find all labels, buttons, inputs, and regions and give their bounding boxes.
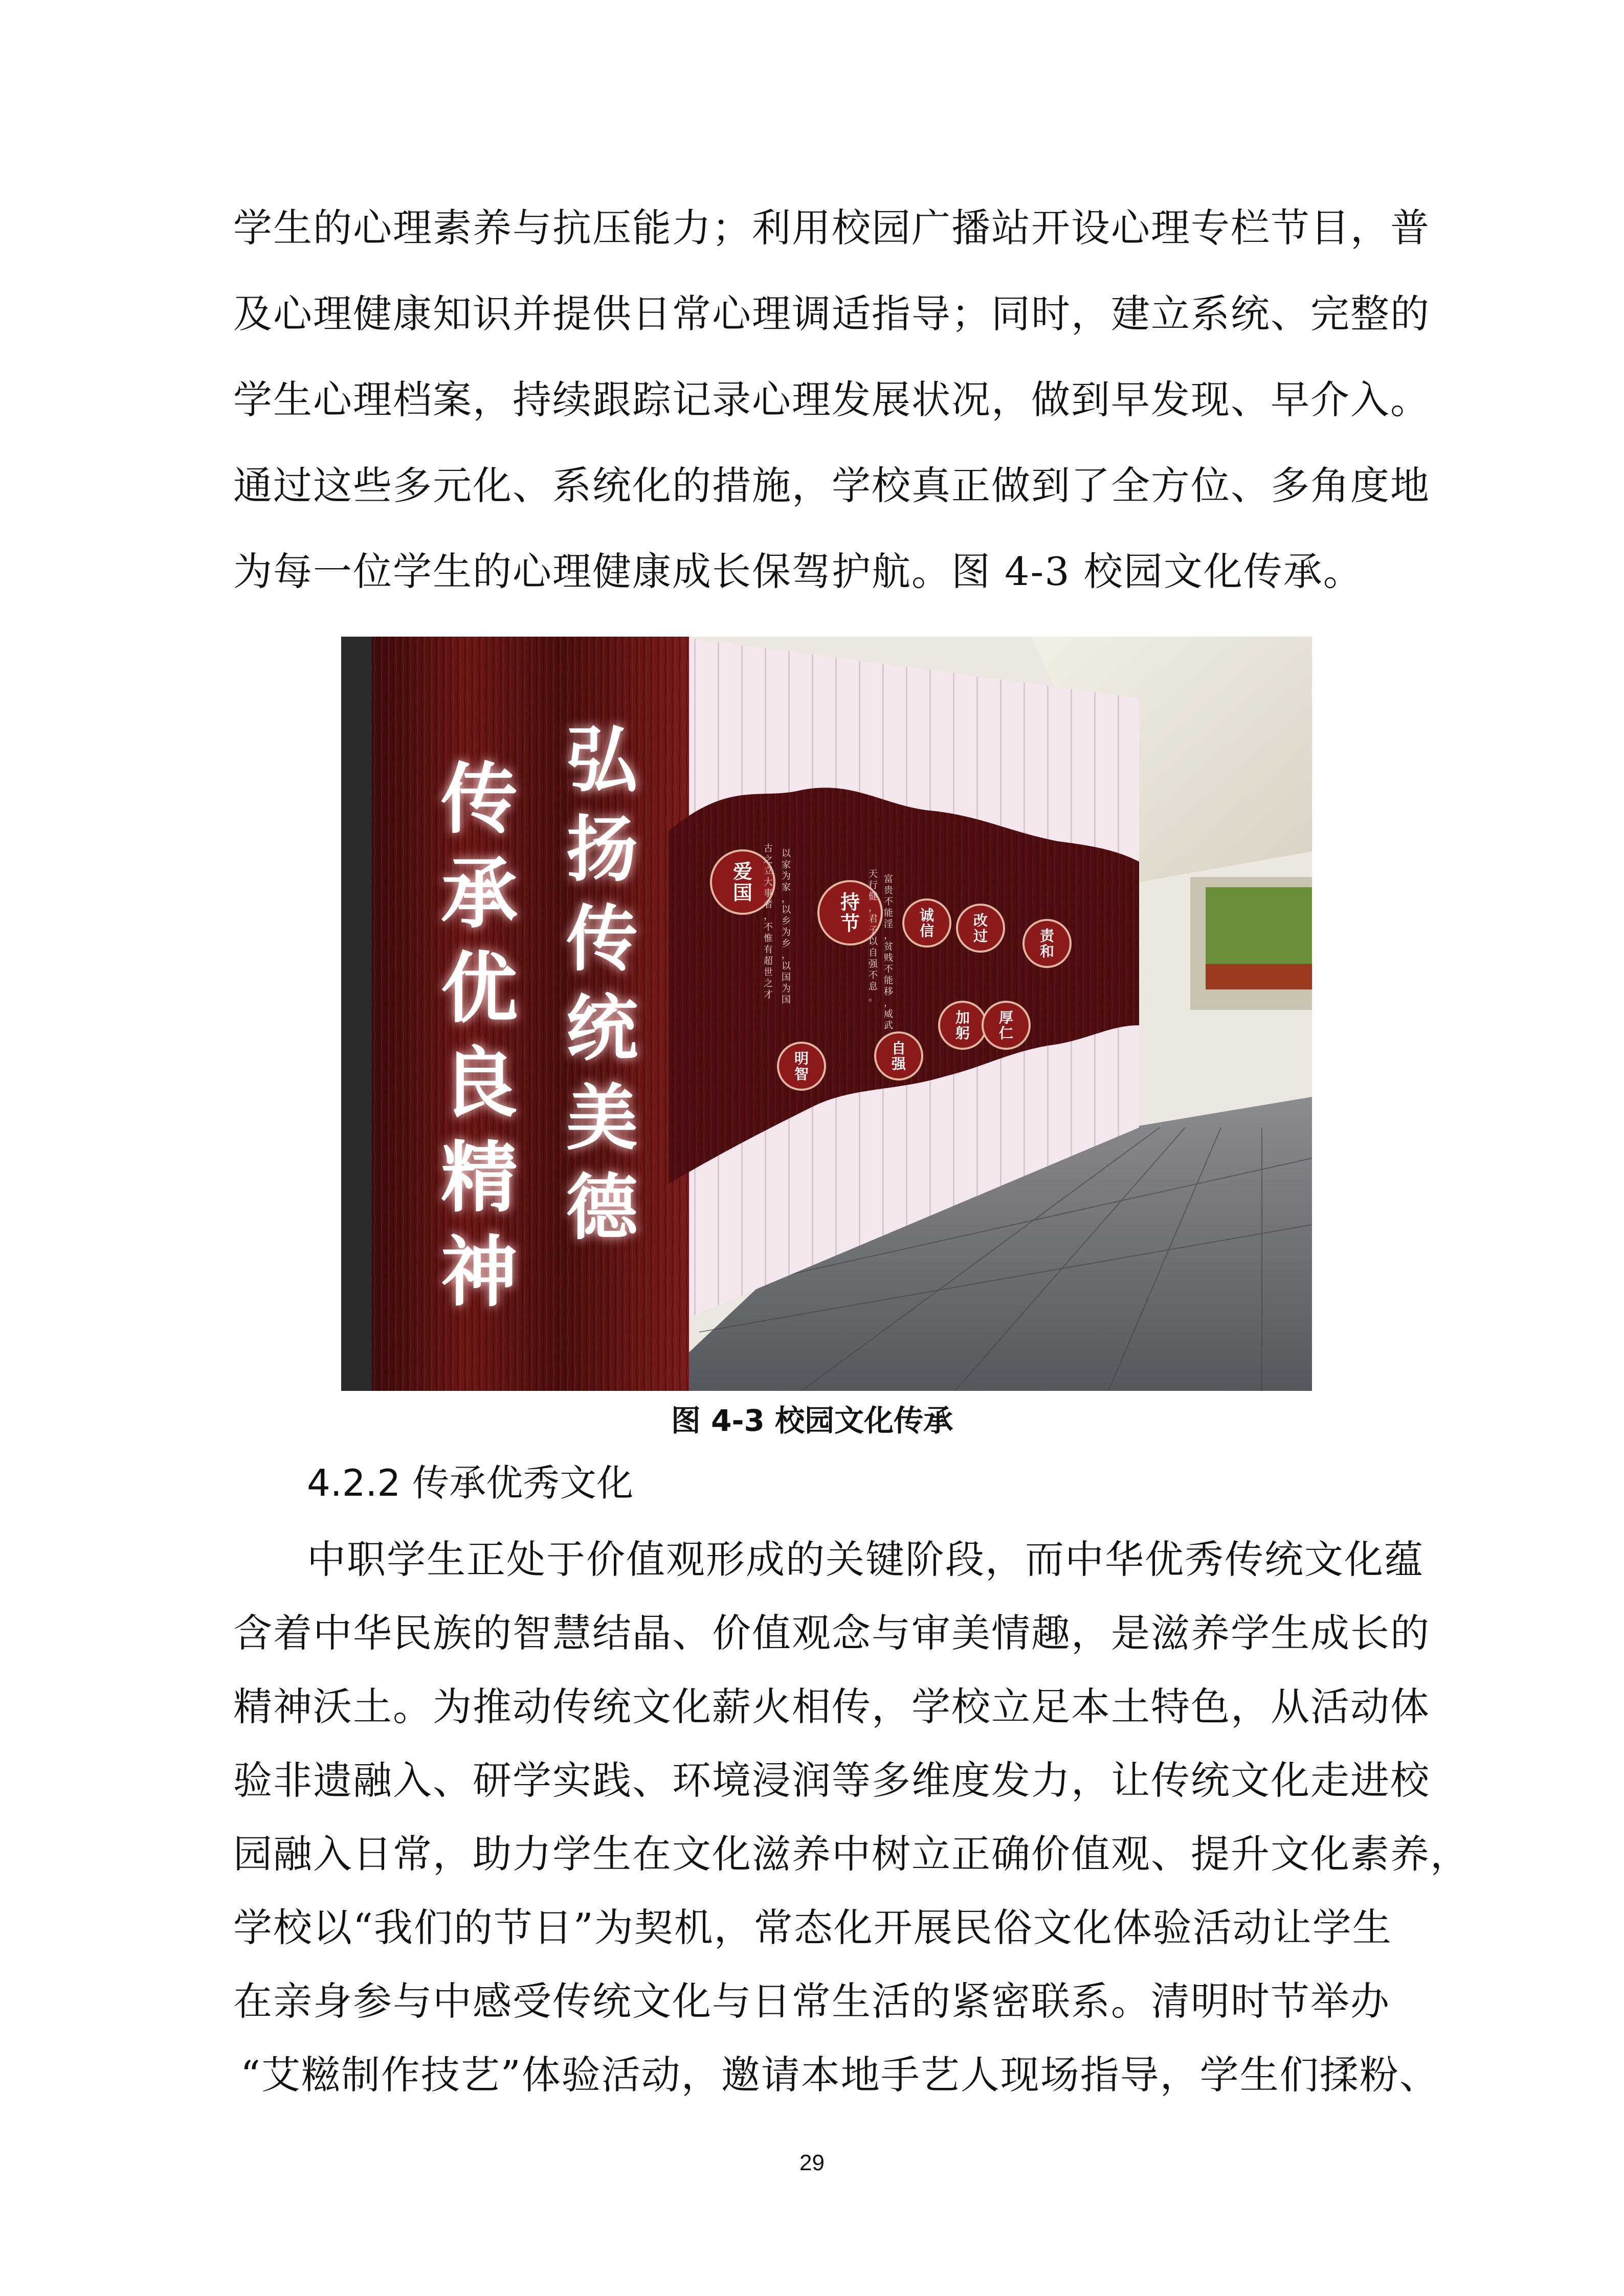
text-line: 为每一位学生的心理健康成长保驾护航。图 4-3 校园文化传承。 [233,549,1363,594]
svg-text:责和: 责和 [1039,927,1055,960]
wall-slogan-left: 传承优良精神 [440,755,518,1317]
svg-text:明智: 明智 [794,1050,809,1083]
figure-photo [341,637,1312,1391]
svg-text:改过: 改过 [973,912,988,945]
wall-value-badge [939,1002,986,1049]
svg-text:自强: 自强 [891,1040,906,1073]
wall-value-badge [875,1032,922,1079]
wall-value-badge [903,899,950,947]
svg-text:爱国: 爱国 [732,860,753,905]
text-line: 中职学生正处于价值观形成的关键阶段，而中华优秀传统文化蕴 [307,1537,1424,1582]
wall-value-badge [1024,920,1071,967]
text-line: 及心理健康知识并提供日常心理调适指导；同时，建立系统、完整的 [233,291,1430,336]
text-line: 含着中华民族的智慧结晶、价值观念与审美情趣，是滋养学生成长的 [233,1610,1430,1656]
text-line: 精神沃土。为推动传统文化薪火相传，学校立足本土特色，从活动体 [233,1684,1430,1729]
svg-text:加躬: 加躬 [955,1009,970,1042]
figure-caption: 图 4-3 校园文化传承 [671,1403,953,1438]
wall-inscription: 古之立大事者，不惟有超世之才 [764,843,773,1000]
wall-inscription: 天行健，君子以自强不息。 [869,869,878,1003]
text-line: “艾糍制作技艺”体验活动，邀请本地手艺人现场指导，学生们揉粉、 [240,2052,1439,2098]
text-line: 学生心理档案，持续跟踪记录心理发展状况，做到早发现、早介入。 [233,377,1430,422]
text-line: 验非遗融入、研学实践、环境浸润等多维度发力，让传统文化走进校 [233,1758,1430,1803]
text-line: 园融入日常，助力学生在文化滋养中树立正确价值观、提升文化素养， [233,1831,1470,1877]
wall-slogan-right: 弘扬传统美德 [566,719,638,1250]
svg-text:诚信: 诚信 [919,907,935,940]
wall-inscription: 以家为家，以乡为乡，以国为国 [782,848,791,1005]
wall-inscription: 富贵不能淫，贫贱不能移，威武 [884,874,893,1031]
text-line: 学生的心理素养与抗压能力；利用校园广播站开设心理专栏节目，普 [233,205,1430,251]
page-number: 29 [799,2150,825,2175]
text-line: 在亲身参与中感受传统文化与日常生活的紧密联系。清明时节举办 [233,1978,1390,2024]
text-line: 学校以“我们的节日”为契机，常态化开展民俗文化体验活动让学生 [233,1905,1392,1950]
wall-value-badge [778,1043,825,1090]
svg-text:厚仁: 厚仁 [998,1009,1014,1042]
text-line: 通过这些多元化、系统化的措施，学校真正做到了全方位、多角度地 [233,463,1430,508]
wall-value-badge [983,1002,1030,1049]
section-heading: 4.2.2 传承优秀文化 [307,1461,634,1504]
svg-text:持节: 持节 [840,891,860,935]
wall-value-badge [957,905,1004,952]
